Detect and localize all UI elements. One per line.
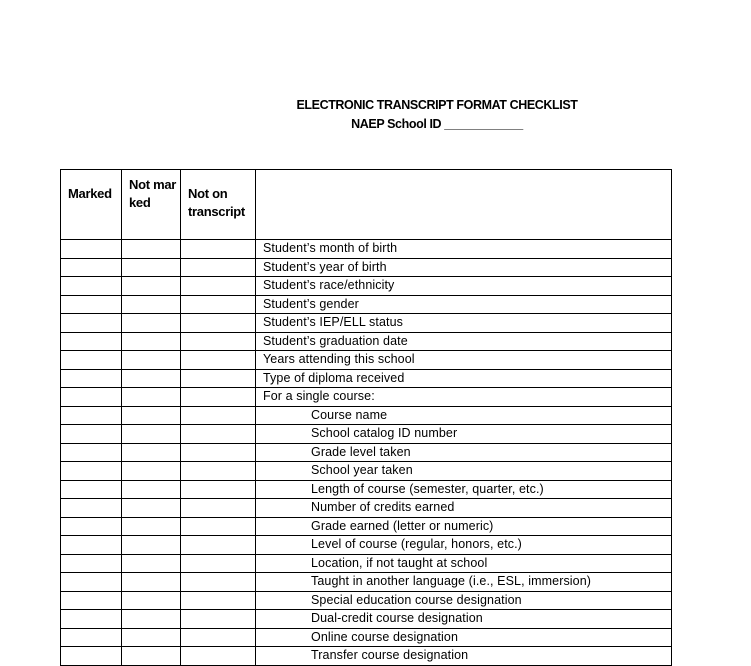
table-row — [61, 314, 672, 333]
checkbox-cell-marked[interactable] — [61, 480, 122, 499]
checkbox-cell-marked[interactable] — [61, 332, 122, 351]
checkbox-cell-not-on-transcript[interactable] — [181, 443, 256, 462]
checklist-table — [60, 169, 672, 666]
checkbox-cell-marked[interactable] — [61, 258, 122, 277]
checkbox-cell-not-marked[interactable] — [122, 499, 181, 518]
checkbox-cell-not-marked[interactable] — [122, 647, 181, 666]
checkbox-cell-not-marked[interactable] — [122, 258, 181, 277]
checkbox-cell-not-on-transcript[interactable] — [181, 647, 256, 666]
checkbox-cell-marked[interactable] — [61, 628, 122, 647]
checkbox-cell-marked[interactable] — [61, 499, 122, 518]
column-header-marked — [61, 170, 122, 240]
checklist-item-label: Dual-credit course designation — [256, 610, 672, 629]
checkbox-cell-marked[interactable] — [61, 369, 122, 388]
column-header-label: Marked — [68, 186, 112, 201]
checklist-item-label: Course name — [256, 406, 672, 425]
checkbox-cell-not-on-transcript[interactable] — [181, 536, 256, 555]
checkbox-cell-not-on-transcript[interactable] — [181, 591, 256, 610]
checklist-item-label: For a single course: — [256, 388, 672, 407]
checkbox-cell-not-marked[interactable] — [122, 332, 181, 351]
checkbox-cell-not-on-transcript[interactable] — [181, 480, 256, 499]
checkbox-cell-not-on-transcript[interactable] — [181, 517, 256, 536]
checkbox-cell-not-marked[interactable] — [122, 240, 181, 259]
checkbox-cell-marked[interactable] — [61, 277, 122, 296]
checklist-item-label: Student’s race/ethnicity — [256, 277, 672, 296]
table-row — [61, 628, 672, 647]
checkbox-cell-not-marked[interactable] — [122, 462, 181, 481]
checkbox-cell-marked[interactable] — [61, 314, 122, 333]
checkbox-cell-marked[interactable] — [61, 573, 122, 592]
table-row — [61, 295, 672, 314]
checkbox-cell-not-on-transcript[interactable] — [181, 499, 256, 518]
checkbox-cell-not-on-transcript[interactable] — [181, 406, 256, 425]
checkbox-cell-not-marked[interactable] — [122, 591, 181, 610]
checkbox-cell-not-marked[interactable] — [122, 554, 181, 573]
table-row — [61, 258, 672, 277]
checkbox-cell-marked[interactable] — [61, 536, 122, 555]
table-row — [61, 351, 672, 370]
checkbox-cell-marked[interactable] — [61, 351, 122, 370]
table-row — [61, 554, 672, 573]
checkbox-cell-not-on-transcript[interactable] — [181, 425, 256, 444]
checkbox-cell-not-on-transcript[interactable] — [181, 573, 256, 592]
checkbox-cell-marked[interactable] — [61, 591, 122, 610]
checklist-item-label: Level of course (regular, honors, etc.) — [256, 536, 672, 555]
checkbox-cell-marked[interactable] — [61, 443, 122, 462]
checkbox-cell-not-on-transcript[interactable] — [181, 277, 256, 296]
checkbox-cell-not-marked[interactable] — [122, 369, 181, 388]
checkbox-cell-marked[interactable] — [61, 610, 122, 629]
header-row — [61, 170, 672, 240]
checkbox-cell-not-on-transcript[interactable] — [181, 314, 256, 333]
checkbox-cell-not-on-transcript[interactable] — [181, 610, 256, 629]
table-row — [61, 369, 672, 388]
checkbox-cell-not-marked[interactable] — [122, 443, 181, 462]
checkbox-cell-not-on-transcript[interactable] — [181, 628, 256, 647]
checklist-item-label: Type of diploma received — [256, 369, 672, 388]
table-row — [61, 332, 672, 351]
checklist-item-label: School year taken — [256, 462, 672, 481]
table-row — [61, 425, 672, 444]
document-header — [237, 96, 637, 134]
checklist-item-label: Student’s gender — [256, 295, 672, 314]
column-header-label: Not on transcript — [188, 186, 245, 219]
table-row — [61, 277, 672, 296]
table-row — [61, 536, 672, 555]
table-row — [61, 610, 672, 629]
table-row — [61, 443, 672, 462]
table-row — [61, 388, 672, 407]
table-row — [61, 406, 672, 425]
checklist-item-label: Grade level taken — [256, 443, 672, 462]
checkbox-cell-marked[interactable] — [61, 295, 122, 314]
checkbox-cell-marked[interactable] — [61, 425, 122, 444]
table-row — [61, 480, 672, 499]
table-row — [61, 573, 672, 592]
checklist-item-label: Taught in another language (i.e., ESL, immersion) — [256, 573, 672, 592]
checkbox-cell-not-marked[interactable] — [122, 406, 181, 425]
checkbox-cell-not-marked[interactable] — [122, 573, 181, 592]
table-row — [61, 517, 672, 536]
checkbox-cell-not-on-transcript[interactable] — [181, 295, 256, 314]
checklist-item-label: Location, if not taught at school — [256, 554, 672, 573]
document-title: ELECTRONIC TRANSCRIPT FORMAT CHECKLIST — [296, 98, 578, 112]
naep-school-id-line: NAEP School ID ____________ — [351, 117, 523, 131]
checklist-item-label: Years attending this school — [256, 351, 672, 370]
checkbox-cell-not-marked[interactable] — [122, 628, 181, 647]
checklist-body — [61, 240, 672, 666]
checkbox-cell-not-marked[interactable] — [122, 517, 181, 536]
column-header-item — [256, 170, 672, 240]
checklist-item-label: Student’s IEP/ELL status — [256, 314, 672, 333]
checkbox-cell-not-marked[interactable] — [122, 425, 181, 444]
checkbox-cell-marked[interactable] — [61, 462, 122, 481]
checklist-item-label: School catalog ID number — [256, 425, 672, 444]
checkbox-cell-not-marked[interactable] — [122, 295, 181, 314]
checkbox-cell-marked[interactable] — [61, 240, 122, 259]
checkbox-cell-marked[interactable] — [61, 406, 122, 425]
checkbox-cell-not-marked[interactable] — [122, 610, 181, 629]
checkbox-cell-marked[interactable] — [61, 647, 122, 666]
column-header-label — [256, 170, 671, 185]
checkbox-cell-not-on-transcript[interactable] — [181, 332, 256, 351]
checkbox-cell-not-marked[interactable] — [122, 351, 181, 370]
checkbox-cell-marked[interactable] — [61, 388, 122, 407]
checkbox-cell-not-on-transcript[interactable] — [181, 462, 256, 481]
table-row — [61, 462, 672, 481]
column-header-not-on-transcript — [181, 170, 256, 240]
checklist-item-label: Number of credits earned — [256, 499, 672, 518]
table-row — [61, 499, 672, 518]
checkbox-cell-not-marked[interactable] — [122, 536, 181, 555]
column-header-label: Not marked — [129, 177, 177, 210]
checkbox-cell-not-on-transcript[interactable] — [181, 240, 256, 259]
checkbox-cell-not-marked[interactable] — [122, 314, 181, 333]
checkbox-cell-not-on-transcript[interactable] — [181, 388, 256, 407]
checkbox-cell-not-on-transcript[interactable] — [181, 258, 256, 277]
checklist-item-label: Length of course (semester, quarter, etc.) — [256, 480, 672, 499]
checklist-item-label: Grade earned (letter or numeric) — [256, 517, 672, 536]
checkbox-cell-not-marked[interactable] — [122, 480, 181, 499]
checkbox-cell-marked[interactable] — [61, 517, 122, 536]
table-row — [61, 240, 672, 259]
table-row — [61, 647, 672, 666]
checkbox-cell-not-on-transcript[interactable] — [181, 351, 256, 370]
checkbox-cell-not-on-transcript[interactable] — [181, 554, 256, 573]
table-row — [61, 591, 672, 610]
checkbox-cell-not-marked[interactable] — [122, 277, 181, 296]
checkbox-cell-not-marked[interactable] — [122, 388, 181, 407]
checklist-item-label: Special education course designation — [256, 591, 672, 610]
checklist-item-label: Student’s year of birth — [256, 258, 672, 277]
column-header-not-marked — [122, 170, 181, 240]
checkbox-cell-not-on-transcript[interactable] — [181, 369, 256, 388]
checklist-item-label: Transfer course designation — [256, 647, 672, 666]
checklist-item-label: Student’s graduation date — [256, 332, 672, 351]
checkbox-cell-marked[interactable] — [61, 554, 122, 573]
checklist-item-label: Online course designation — [256, 628, 672, 647]
checklist-item-label: Student’s month of birth — [256, 240, 672, 259]
